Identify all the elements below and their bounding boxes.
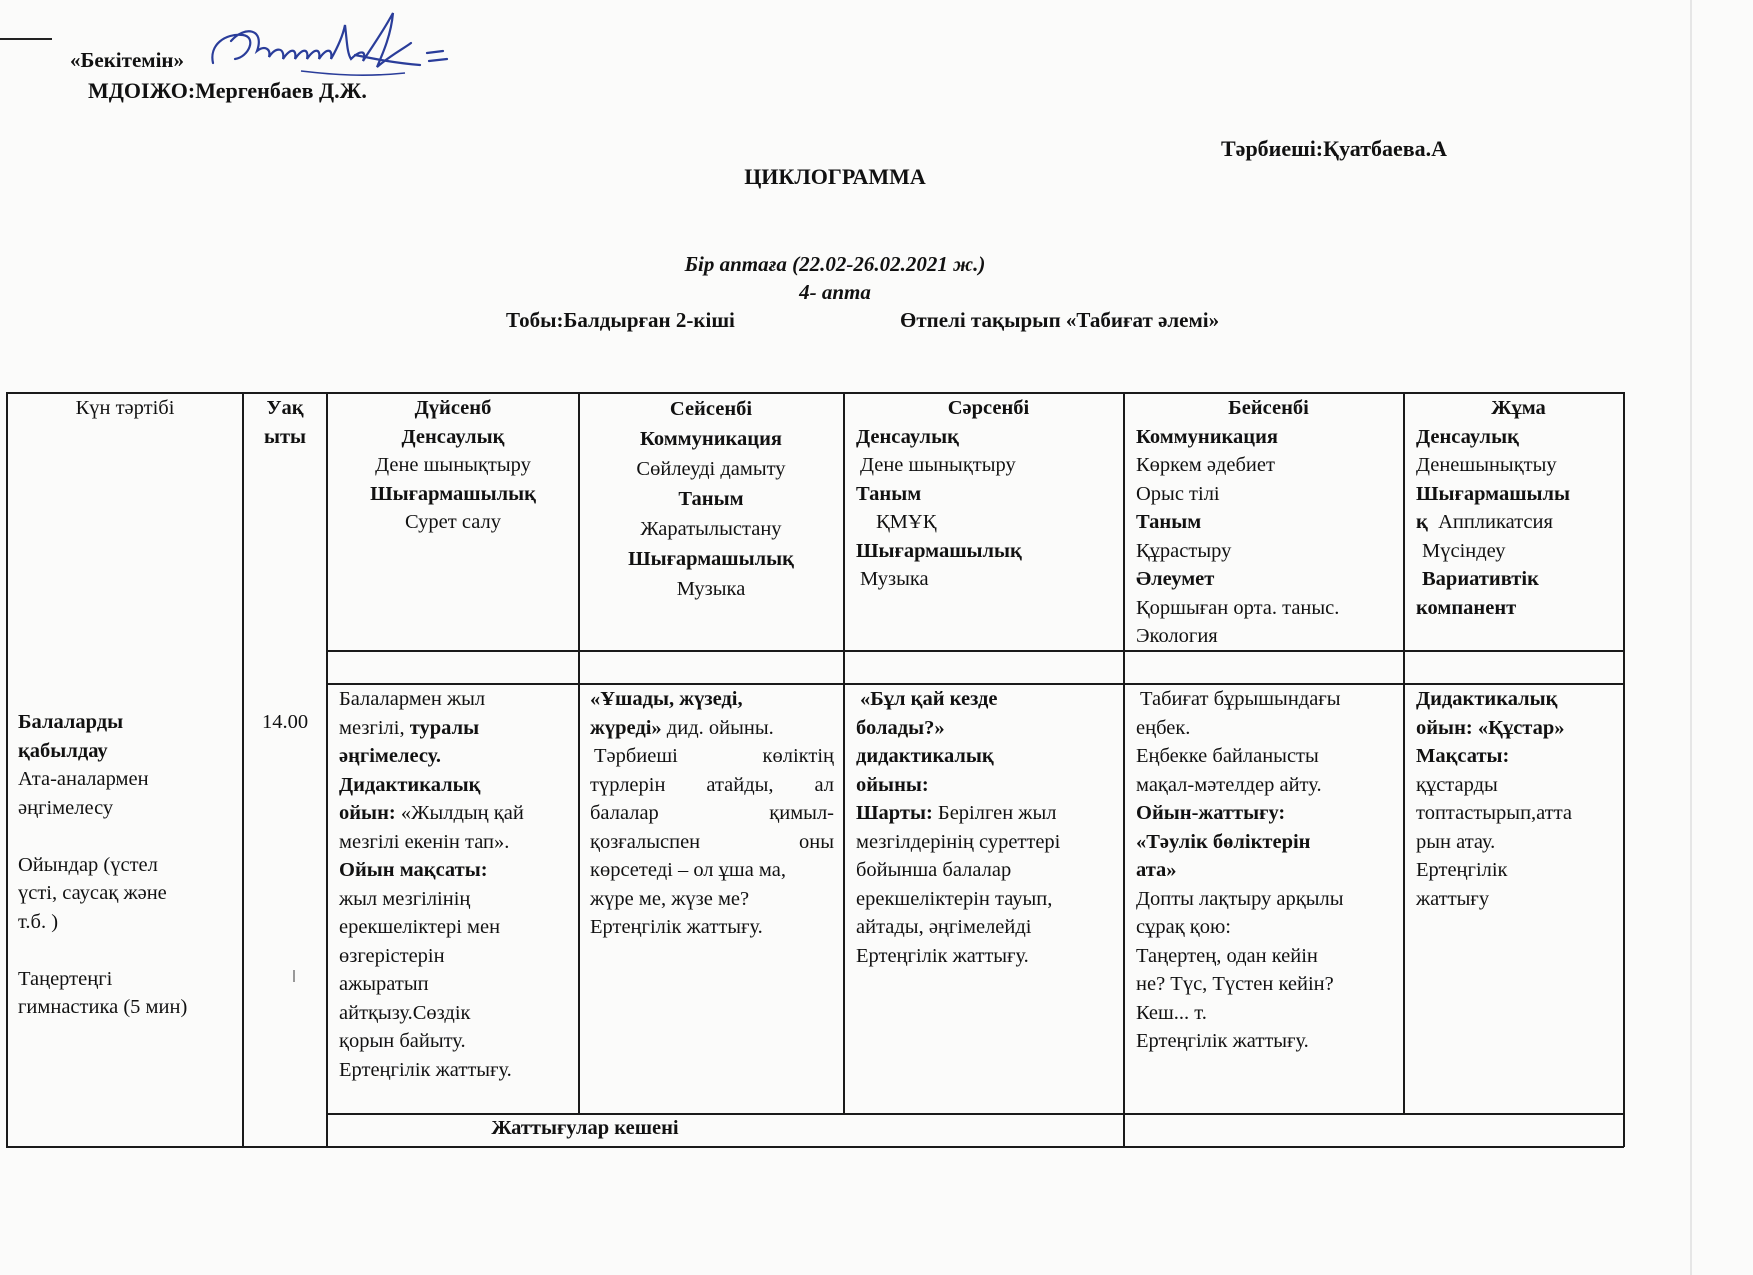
approval-label: «Бекітемін» [70,48,185,72]
header-wednesday: Сәрсенбі Денсаулық Дене шынықтыру Таным ҚМҰҚ Шығармашылық Музыка [856,394,1121,594]
col-divider [1403,392,1405,1114]
header-monday: Дүйсенб Денсаулық Дене шынықтыру Шығармашылық Сурет салу [330,394,576,537]
theme-label: Өтпелі тақырып «Табиғат әлемі» [900,308,1220,332]
group-label: Тобы:Балдырған 2-кіші [506,308,735,332]
header-friday: Жұма Денсаулық Денешынықтыу Шығармашылы қ Аппликатсия Мүсіндеу Вариативтік компанент [1416,394,1621,622]
row-divider [326,1113,1624,1115]
week-line: 4- апта [799,280,871,304]
col-divider [578,392,580,1114]
approver-name: МДОІЖО:Мергенбаев Д.Ж. [88,78,367,103]
friday-activity: Дидактикалық ойын: «Құстар» Мақсаты: құстарды топтастырып,атта рын атау. Ертеңгілік жаттығу [1416,688,1573,910]
header-thursday: Бейсенбі Коммуникация Көркем әдебиет Орыс тілі Таным Құрастыру Әлеумет Қоршыған орта. таныс. Экология [1136,394,1401,651]
period-line: Бір аптаға (22.02-26.02.2021 ж.) [684,252,986,276]
day-name: Сейсенбі [669,398,753,420]
header-tuesday: Сейсенбі Коммуникация Сөйлеуді дамыту Таным Жаратылыстану Шығармашылық Музыка [581,394,841,604]
teacher-name: Тәрбиеші:Қуатбаева.А [1221,136,1448,161]
header-rule [0,38,52,40]
day-name: Бейсенбі [1228,397,1309,419]
page-title: ЦИКЛОГРАММА [744,164,926,189]
signature-image [205,5,525,85]
day-name: Жұма [1491,397,1546,419]
wednesday-activity: «Бұл қай кезде болады?» дидактикалық ойыны: Шарты: Берілген жыл мезгілдерінің суреттері бойынша балалар ерекшеліктерін тауып, айтады, әңгімелейді Ертеңгілік жаттығу. [856,688,1061,967]
thursday-activity: Табиғат бұрышындағы еңбек. Еңбекке байланысты мақал-мәтелдер айту. Ойын-жаттығу: «Тәулік бөліктерін ата» Допты лақтыру арқылы сұрақ қою: Таңертең, одан кейін не? Түс, Түстен кейін? Кеш... т. Ертеңгілік жаттығу. [1136,688,1344,1052]
header-time: Уақ ыты [263,397,307,448]
col-divider [242,392,244,1147]
time-value: 14.00 [261,711,309,733]
day-name: Сәрсенбі [947,397,1030,419]
table-border-right [1623,392,1625,1147]
col-divider [1123,392,1125,1147]
table-border-bottom [6,1146,1624,1148]
header-routine: Күн тәртібі [75,397,175,419]
day-name: Дүйсенб [414,397,492,419]
routine-cell: Балаларды қабылдау Ата-аналармен әңгімелесу Ойындар (үстел үсті, саусақ және т.б. ) Таңертеңгі гимнастика (5 мин) [18,711,188,1018]
row-divider [326,650,1624,652]
monday-activity: Балалармен жыл мезгілі, туралы әңгімелесу. Дидактикалық ойын: «Жылдың қай мезгілі екенін тап». Ойын мақсаты: жыл мезгілінің ерекшеліктері мен өзгерістерін ажыратып айтқызу.Сөздік қорын байыту. Ертеңгілік жаттығу. [339,688,524,1081]
page-edge [1690,0,1692,1275]
col-divider [843,392,845,1114]
col-divider [326,392,328,1147]
exercise-complex-label: Жаттығулар кешені [491,1117,679,1139]
tuesday-activity: «Ұшады, жүзеді, жүреді» дид. ойыны. Тәрбиеші көліктің түрлерін атайды, ал балалар қимыл- қозғалыспен оны көрсетеді – ол ұша ма, жүре ме, жүзе ме? Ертеңгілік жаттығу. [590,688,834,938]
scan-mark [293,970,295,982]
table-border-left [6,392,8,1147]
